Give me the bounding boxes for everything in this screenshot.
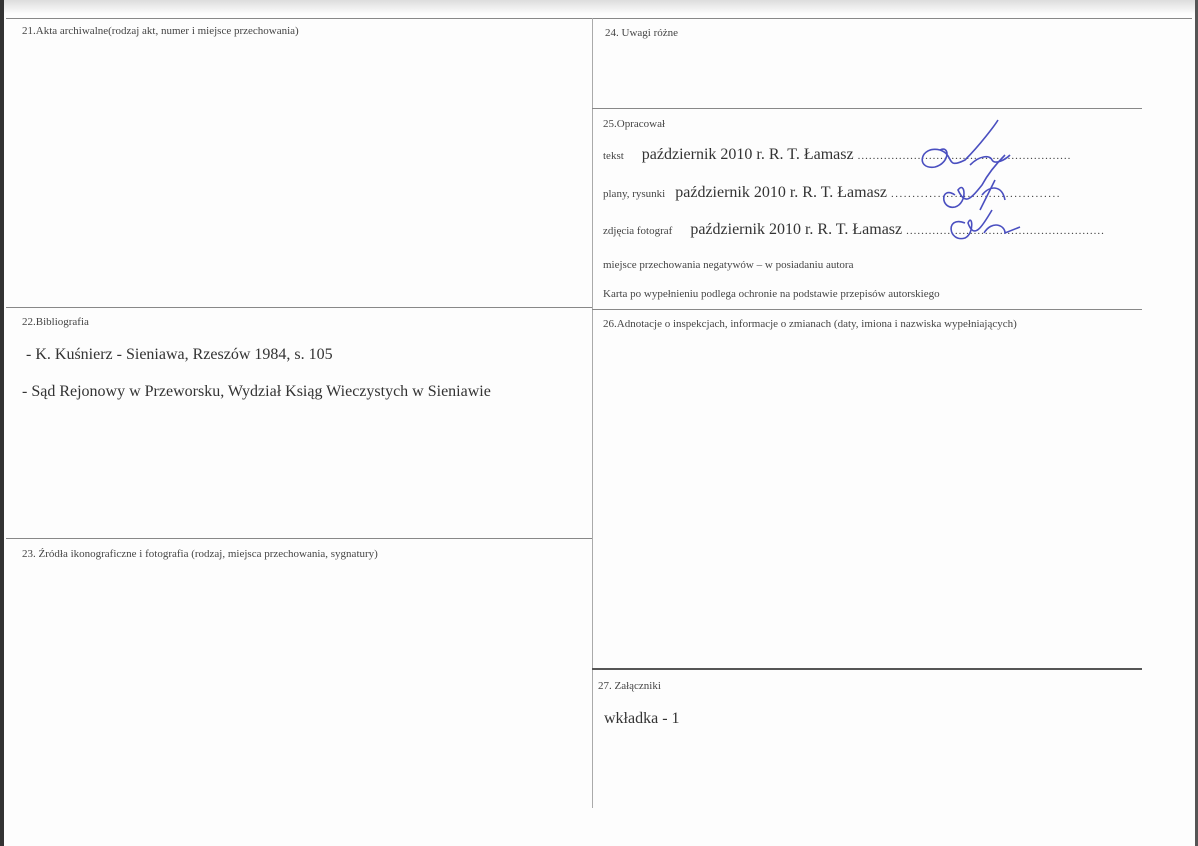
signature-icon bbox=[910, 115, 1030, 255]
bibliography-entry: - Sąd Rejonowy w Przeworsku, Wydział Ksiąg Wieczystych w Sieniawie bbox=[22, 383, 491, 400]
dotted-line: ......................................................... bbox=[857, 150, 1072, 162]
scan-edge-top bbox=[0, 0, 1198, 14]
row-label: zdjęcia fotograf bbox=[603, 225, 673, 237]
bibliography-entry: - K. Kuśnierz - Sieniawa, Rzeszów 1984, s. 105 bbox=[26, 346, 333, 363]
dotted-line: ........................................ bbox=[891, 188, 1062, 200]
section-21-label: 21.Akta archiwalne(rodzaj akt, numer i miejsce przechowania) bbox=[22, 25, 299, 37]
divider-25-26 bbox=[592, 309, 1142, 310]
divider-22-23 bbox=[6, 538, 592, 539]
divider-21-22 bbox=[6, 307, 592, 308]
section-22-label: 22.Bibliografia bbox=[22, 316, 89, 328]
copyright-note: Karta po wypełnieniu podlega ochronie na podstawie przepisów autorskiego bbox=[603, 288, 940, 300]
divider-26-27 bbox=[592, 668, 1142, 670]
divider-vertical bbox=[592, 18, 593, 808]
attachment-value: wkładka - 1 bbox=[604, 710, 680, 727]
section-24-label: 24. Uwagi różne bbox=[605, 27, 679, 39]
divider-24-25 bbox=[592, 108, 1142, 109]
section-23-label: 23. Źródła ikonograficzne i fotografia (rodzaj, miejsca przechowania, sygnatury) bbox=[22, 548, 378, 560]
section-26-label: 26.Adnotacje o inspekcjach, informacje o zmianach (daty, imiona i nazwiska wypełniających) bbox=[603, 318, 1017, 330]
negatives-note: miejsce przechowania negatywów – w posiadaniu autora bbox=[603, 259, 854, 271]
row-value: październik 2010 r. R. T. Łamasz bbox=[690, 221, 903, 238]
row-label: plany, rysunki bbox=[603, 188, 666, 200]
row-value: październik 2010 r. R. T. Łamasz bbox=[675, 184, 888, 201]
section-25-label: 25.Opracował bbox=[603, 118, 666, 130]
dotted-line: ..................................................... bbox=[906, 225, 1105, 237]
row-label: tekst bbox=[603, 150, 624, 162]
scan-edge-left bbox=[0, 0, 4, 846]
row-value: październik 2010 r. R. T. Łamasz bbox=[641, 146, 854, 163]
section-27-label: 27. Załączniki bbox=[598, 680, 661, 692]
divider-top bbox=[6, 18, 1192, 19]
